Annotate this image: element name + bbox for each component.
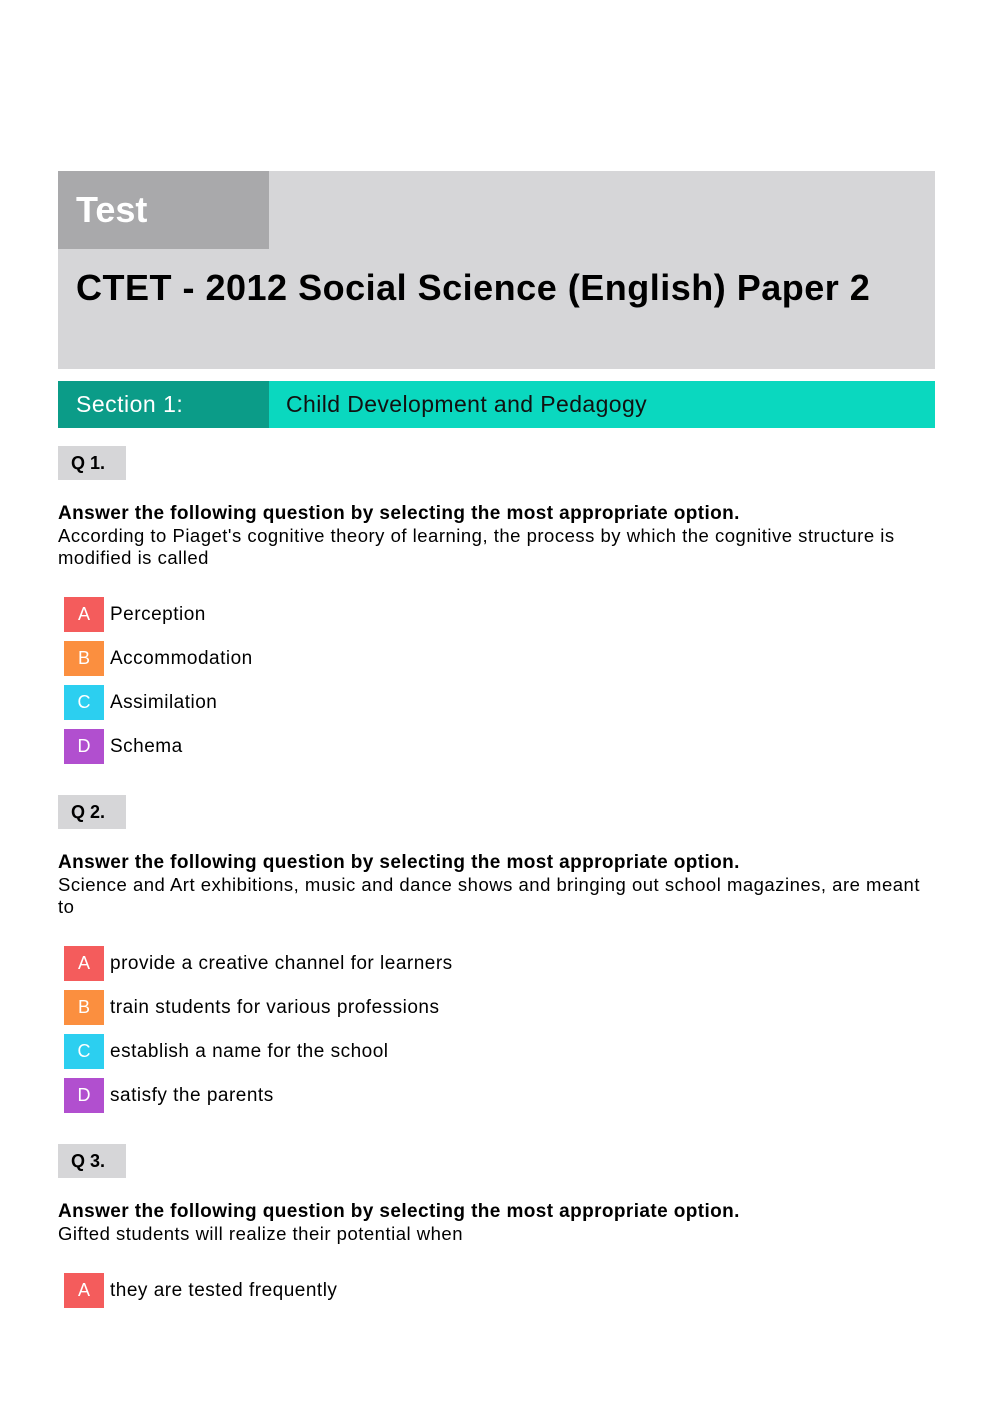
option-letter-c: C: [64, 685, 104, 720]
option-a[interactable]: [64, 597, 935, 632]
paper-header: [58, 171, 935, 369]
option-letter-a: A: [64, 946, 104, 981]
question-1: [58, 446, 935, 773]
question-text: Science and Art exhibitions, music and dance shows and bringing out school magazines, are meant to: [58, 874, 920, 917]
question-instruction: Answer the following question by selecting the most appropriate option.: [58, 852, 740, 873]
option-text: Accommodation: [110, 647, 253, 669]
question-2: [58, 795, 935, 1122]
option-a[interactable]: [64, 946, 935, 981]
question-text: According to Piaget's cognitive theory of learning, the process by which the cognitive structure is modified is called: [58, 525, 895, 568]
question-number: Q 2.: [58, 795, 126, 829]
option-text: provide a creative channel for learners: [110, 952, 453, 974]
option-letter-b: B: [64, 641, 104, 676]
question-instruction: Answer the following question by selecting the most appropriate option.: [58, 1201, 740, 1222]
section-bar: [58, 381, 935, 428]
option-c[interactable]: [64, 685, 935, 720]
option-b[interactable]: [64, 990, 935, 1025]
question-number: Q 1.: [58, 446, 126, 480]
options-list: [58, 946, 935, 1113]
option-text: establish a name for the school: [110, 1040, 389, 1062]
option-b[interactable]: [64, 641, 935, 676]
option-text: they are tested frequently: [110, 1279, 338, 1301]
options-list: [58, 1273, 935, 1308]
option-letter-d: D: [64, 729, 104, 764]
question-instruction: Answer the following question by selecting the most appropriate option.: [58, 503, 740, 524]
section-label: Section 1:: [58, 381, 269, 428]
option-letter-a: A: [64, 1273, 104, 1308]
option-text: satisfy the parents: [110, 1084, 274, 1106]
option-text: Perception: [110, 603, 206, 625]
option-c[interactable]: [64, 1034, 935, 1069]
option-text: Schema: [110, 735, 183, 757]
option-text: Assimilation: [110, 691, 218, 713]
option-letter-a: A: [64, 597, 104, 632]
option-text: train students for various professions: [110, 996, 440, 1018]
option-letter-c: C: [64, 1034, 104, 1069]
options-list: [58, 597, 935, 764]
option-d[interactable]: [64, 729, 935, 764]
section-name: Child Development and Pedagogy: [286, 391, 648, 417]
paper-title: CTET - 2012 Social Science (English) Paper 2: [76, 267, 871, 308]
question-text: Gifted students will realize their potential when: [58, 1223, 463, 1244]
test-tag: Test: [58, 171, 269, 249]
option-d[interactable]: [64, 1078, 935, 1113]
question-number: Q 3.: [58, 1144, 126, 1178]
question-3: [58, 1144, 935, 1317]
option-a[interactable]: [64, 1273, 935, 1308]
option-letter-b: B: [64, 990, 104, 1025]
option-letter-d: D: [64, 1078, 104, 1113]
